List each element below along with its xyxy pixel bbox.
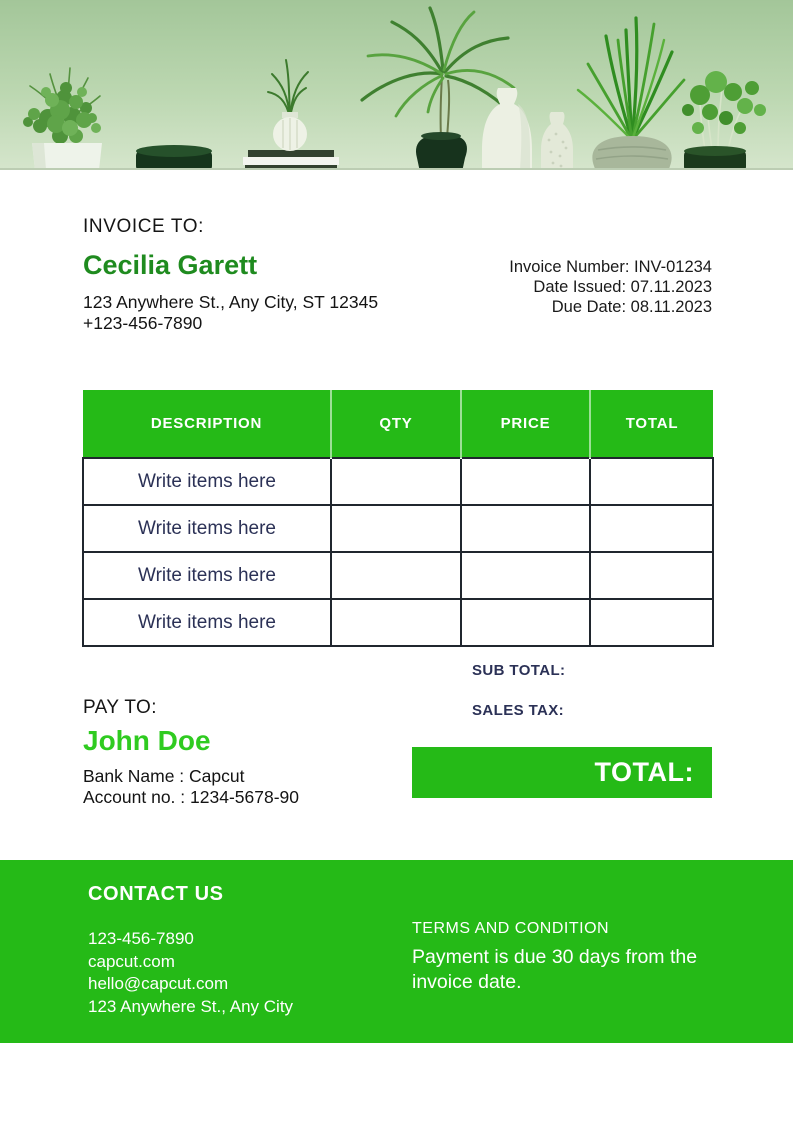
item-price-cell[interactable] — [461, 505, 590, 552]
item-qty-cell[interactable] — [331, 458, 461, 505]
shelf — [0, 170, 793, 178]
contact-us-title: CONTACT US — [88, 883, 224, 905]
footer-email: hello@capcut.com — [88, 974, 229, 993]
header-qty: QTY — [331, 390, 461, 458]
cylinder-pot — [136, 145, 212, 172]
header-total: TOTAL — [590, 390, 713, 458]
header-description: DESCRIPTION — [83, 390, 331, 458]
payee-name: John Doe — [83, 725, 211, 756]
item-total-cell[interactable] — [590, 458, 713, 505]
terms-section — [412, 920, 732, 995]
item-qty-cell[interactable] — [331, 599, 461, 646]
item-description-cell[interactable]: Write items here — [83, 599, 331, 646]
item-price-cell[interactable] — [461, 552, 590, 599]
account-number: Account no. : 1234-5678-90 — [83, 787, 299, 807]
items-table-header — [83, 390, 713, 458]
item-description-cell[interactable]: Write items here — [83, 552, 331, 599]
sales-tax-label: SALES TAX: — [472, 702, 565, 719]
client-name: Cecilia Garett — [83, 250, 258, 280]
shelf-edge — [0, 168, 793, 170]
item-qty-cell[interactable] — [331, 505, 461, 552]
footer-website: capcut.com — [88, 951, 175, 971]
total-bar: TOTAL: — [412, 747, 712, 798]
client-address: 123 Anywhere St., Any City, ST 12345 — [83, 292, 379, 312]
item-total-cell[interactable] — [590, 505, 713, 552]
item-description-cell[interactable]: Write items here — [83, 505, 331, 552]
date-issued: Date Issued: 07.11.2023 — [533, 278, 712, 296]
hero-image — [0, 0, 793, 178]
bank-name: Bank Name : Capcut — [83, 766, 245, 786]
table-row — [83, 599, 713, 646]
table-row — [83, 552, 713, 599]
item-price-cell[interactable] — [461, 599, 590, 646]
table-row — [83, 458, 713, 505]
footer-address: 123 Anywhere St., Any City — [88, 996, 294, 1016]
invoice-to-section — [83, 216, 378, 334]
contact-section — [88, 883, 293, 1018]
item-description-cell[interactable]: Write items here — [83, 458, 331, 505]
client-phone: +123-456-7890 — [83, 313, 203, 333]
item-qty-cell[interactable] — [331, 552, 461, 599]
due-date: Due Date: 08.11.2023 — [551, 298, 712, 316]
footer-phone: 123-456-7890 — [88, 929, 194, 948]
totals-section — [472, 662, 565, 719]
header-price: PRICE — [461, 390, 590, 458]
table-row — [83, 505, 713, 552]
terms-title: TERMS AND CONDITION — [412, 920, 610, 937]
pay-to-section — [83, 697, 299, 808]
terms-text: Payment is due 30 days from the invoice date. — [412, 946, 698, 993]
plants-on-shelf-illustration — [0, 0, 793, 178]
sub-total-label: SUB TOTAL: — [472, 662, 566, 679]
pay-to-label: PAY TO: — [83, 697, 157, 718]
invoice-meta-section — [509, 257, 712, 317]
item-price-cell[interactable] — [461, 458, 590, 505]
item-total-cell[interactable] — [590, 599, 713, 646]
invoice-to-label: INVOICE TO: — [83, 216, 204, 237]
items-table — [82, 390, 714, 647]
urn-pot — [592, 136, 671, 172]
invoice-number: Invoice Number: INV-01234 — [509, 258, 712, 276]
item-total-cell[interactable] — [590, 552, 713, 599]
footer — [0, 860, 793, 1043]
